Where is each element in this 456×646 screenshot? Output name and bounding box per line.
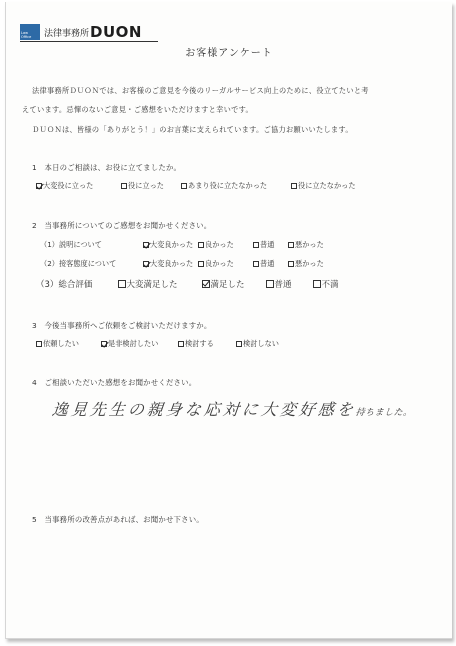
q2-row-2-option-4[interactable] xyxy=(288,259,324,269)
checkbox-checked-icon xyxy=(36,183,42,189)
q3-option-2[interactable] xyxy=(101,339,158,349)
option-label: 普通 xyxy=(274,280,292,290)
checkbox-icon xyxy=(118,280,126,288)
option-label: 普通 xyxy=(260,259,275,268)
handwritten-answer-tail: 持ちました。 xyxy=(355,408,414,418)
question-1: 1 本日のご相談は、お役に立てましたか。 xyxy=(32,163,182,172)
q2-row-2-label: （2）接客態度について xyxy=(40,259,117,268)
checkbox-icon xyxy=(198,261,204,267)
brand-name: DUON xyxy=(90,23,142,41)
q3-option-4[interactable] xyxy=(236,339,279,349)
q1-option-2[interactable] xyxy=(121,181,164,191)
checkbox-icon xyxy=(236,341,242,347)
option-label: 大変良かった xyxy=(150,240,194,249)
checkbox-icon xyxy=(181,183,187,189)
option-label: 役に立たなかった xyxy=(298,181,356,190)
checkbox-checked-icon xyxy=(101,341,107,347)
q1-option-4[interactable] xyxy=(291,181,356,191)
checkbox-icon xyxy=(121,183,127,189)
option-label: 役に立った xyxy=(128,181,164,190)
intro-line-3: ＤＵＯＮは、皆様の「ありがとう！」のお言葉に支えられています。ご協力お願いいたします。 xyxy=(32,125,353,134)
handwritten-answer xyxy=(51,397,414,420)
checkbox-icon xyxy=(253,261,259,267)
option-label: 良かった xyxy=(205,259,234,268)
checkbox-icon xyxy=(288,261,294,267)
option-label: 大変役に立った xyxy=(43,181,94,190)
firm-logo xyxy=(20,24,142,40)
checkbox-checked-icon xyxy=(202,280,210,288)
checkbox-icon xyxy=(288,242,294,248)
q1-option-3[interactable] xyxy=(181,181,267,191)
q2-row-3-option-3[interactable] xyxy=(266,278,292,290)
option-label: 是非検討したい xyxy=(108,339,159,348)
q2-row-3-option-1[interactable] xyxy=(118,278,178,290)
checkbox-icon xyxy=(266,280,274,288)
checkbox-icon xyxy=(36,341,42,347)
question-5: 5 当事務所の改善点があれば、お聞かせ下さい。 xyxy=(32,515,204,524)
q2-row-1-label: （1）説明について xyxy=(40,240,102,249)
checkbox-icon xyxy=(291,183,297,189)
option-label: あまり役に立たなかった xyxy=(188,181,268,190)
q3-option-3[interactable] xyxy=(178,339,214,349)
option-label: 検討しない xyxy=(243,339,279,348)
checkbox-icon xyxy=(198,242,204,248)
option-label: 検討する xyxy=(185,339,214,348)
option-label: 大変満足した xyxy=(126,280,178,290)
checkbox-checked-icon xyxy=(143,261,149,267)
q2-row-2-option-2[interactable] xyxy=(198,259,234,269)
logo-mark xyxy=(20,24,40,40)
intro-line-2: えています。忌憚のないご意見・ご感想をいただけますと幸いです。 xyxy=(22,105,253,114)
q1-option-1[interactable] xyxy=(36,181,93,191)
page-title: お客様アンケート xyxy=(185,48,273,59)
q2-row-1-option-1[interactable] xyxy=(143,240,193,250)
option-label: 不満 xyxy=(321,280,339,290)
question-2: 2 当事務所についてのご感想をお聞かせください。 xyxy=(32,221,212,230)
question-4: 4 ご相談いただいた感想をお聞かせください。 xyxy=(32,378,197,387)
checkbox-icon xyxy=(253,242,259,248)
option-label: 良かった xyxy=(205,240,234,249)
handwritten-answer-main: 逸見先生の親身な応対に大変好感を xyxy=(50,400,357,419)
survey-page xyxy=(5,2,452,639)
logo-mark-line-2: Office xyxy=(21,35,32,39)
checkbox-checked-icon xyxy=(143,242,149,248)
q2-row-3-option-2[interactable] xyxy=(202,278,245,290)
option-label: 普通 xyxy=(260,240,275,249)
q2-row-2-option-1[interactable] xyxy=(143,259,193,269)
q2-row-2-option-3[interactable] xyxy=(253,259,274,269)
option-label: 悪かった xyxy=(295,240,324,249)
q2-row-3-label: （3）総合評価 xyxy=(36,280,93,290)
question-3: 3 今後当事務所へご依頼をご検討いただけますか。 xyxy=(32,321,212,330)
checkbox-icon xyxy=(178,341,184,347)
q3-option-1[interactable] xyxy=(36,339,79,349)
q2-row-1-option-4[interactable] xyxy=(288,240,324,250)
q2-row-3-option-4[interactable] xyxy=(313,278,339,290)
intro-line-1: 法律事務所ＤＵＯＮでは、お客様のご意見を今後のリーガルサービス向上のために、役立てたいと考 xyxy=(32,86,369,95)
q2-row-1-option-2[interactable] xyxy=(198,240,234,250)
header-rule xyxy=(20,41,158,42)
logo-mark-line-1: Law xyxy=(21,31,28,35)
q2-row-1-option-3[interactable] xyxy=(253,240,274,250)
option-label: 満足した xyxy=(210,280,245,290)
checkbox-icon xyxy=(313,280,321,288)
option-label: 大変良かった xyxy=(150,259,194,268)
option-label: 依頼したい xyxy=(43,339,79,348)
firm-label: 法律事務所 xyxy=(44,28,90,39)
option-label: 悪かった xyxy=(295,259,324,268)
